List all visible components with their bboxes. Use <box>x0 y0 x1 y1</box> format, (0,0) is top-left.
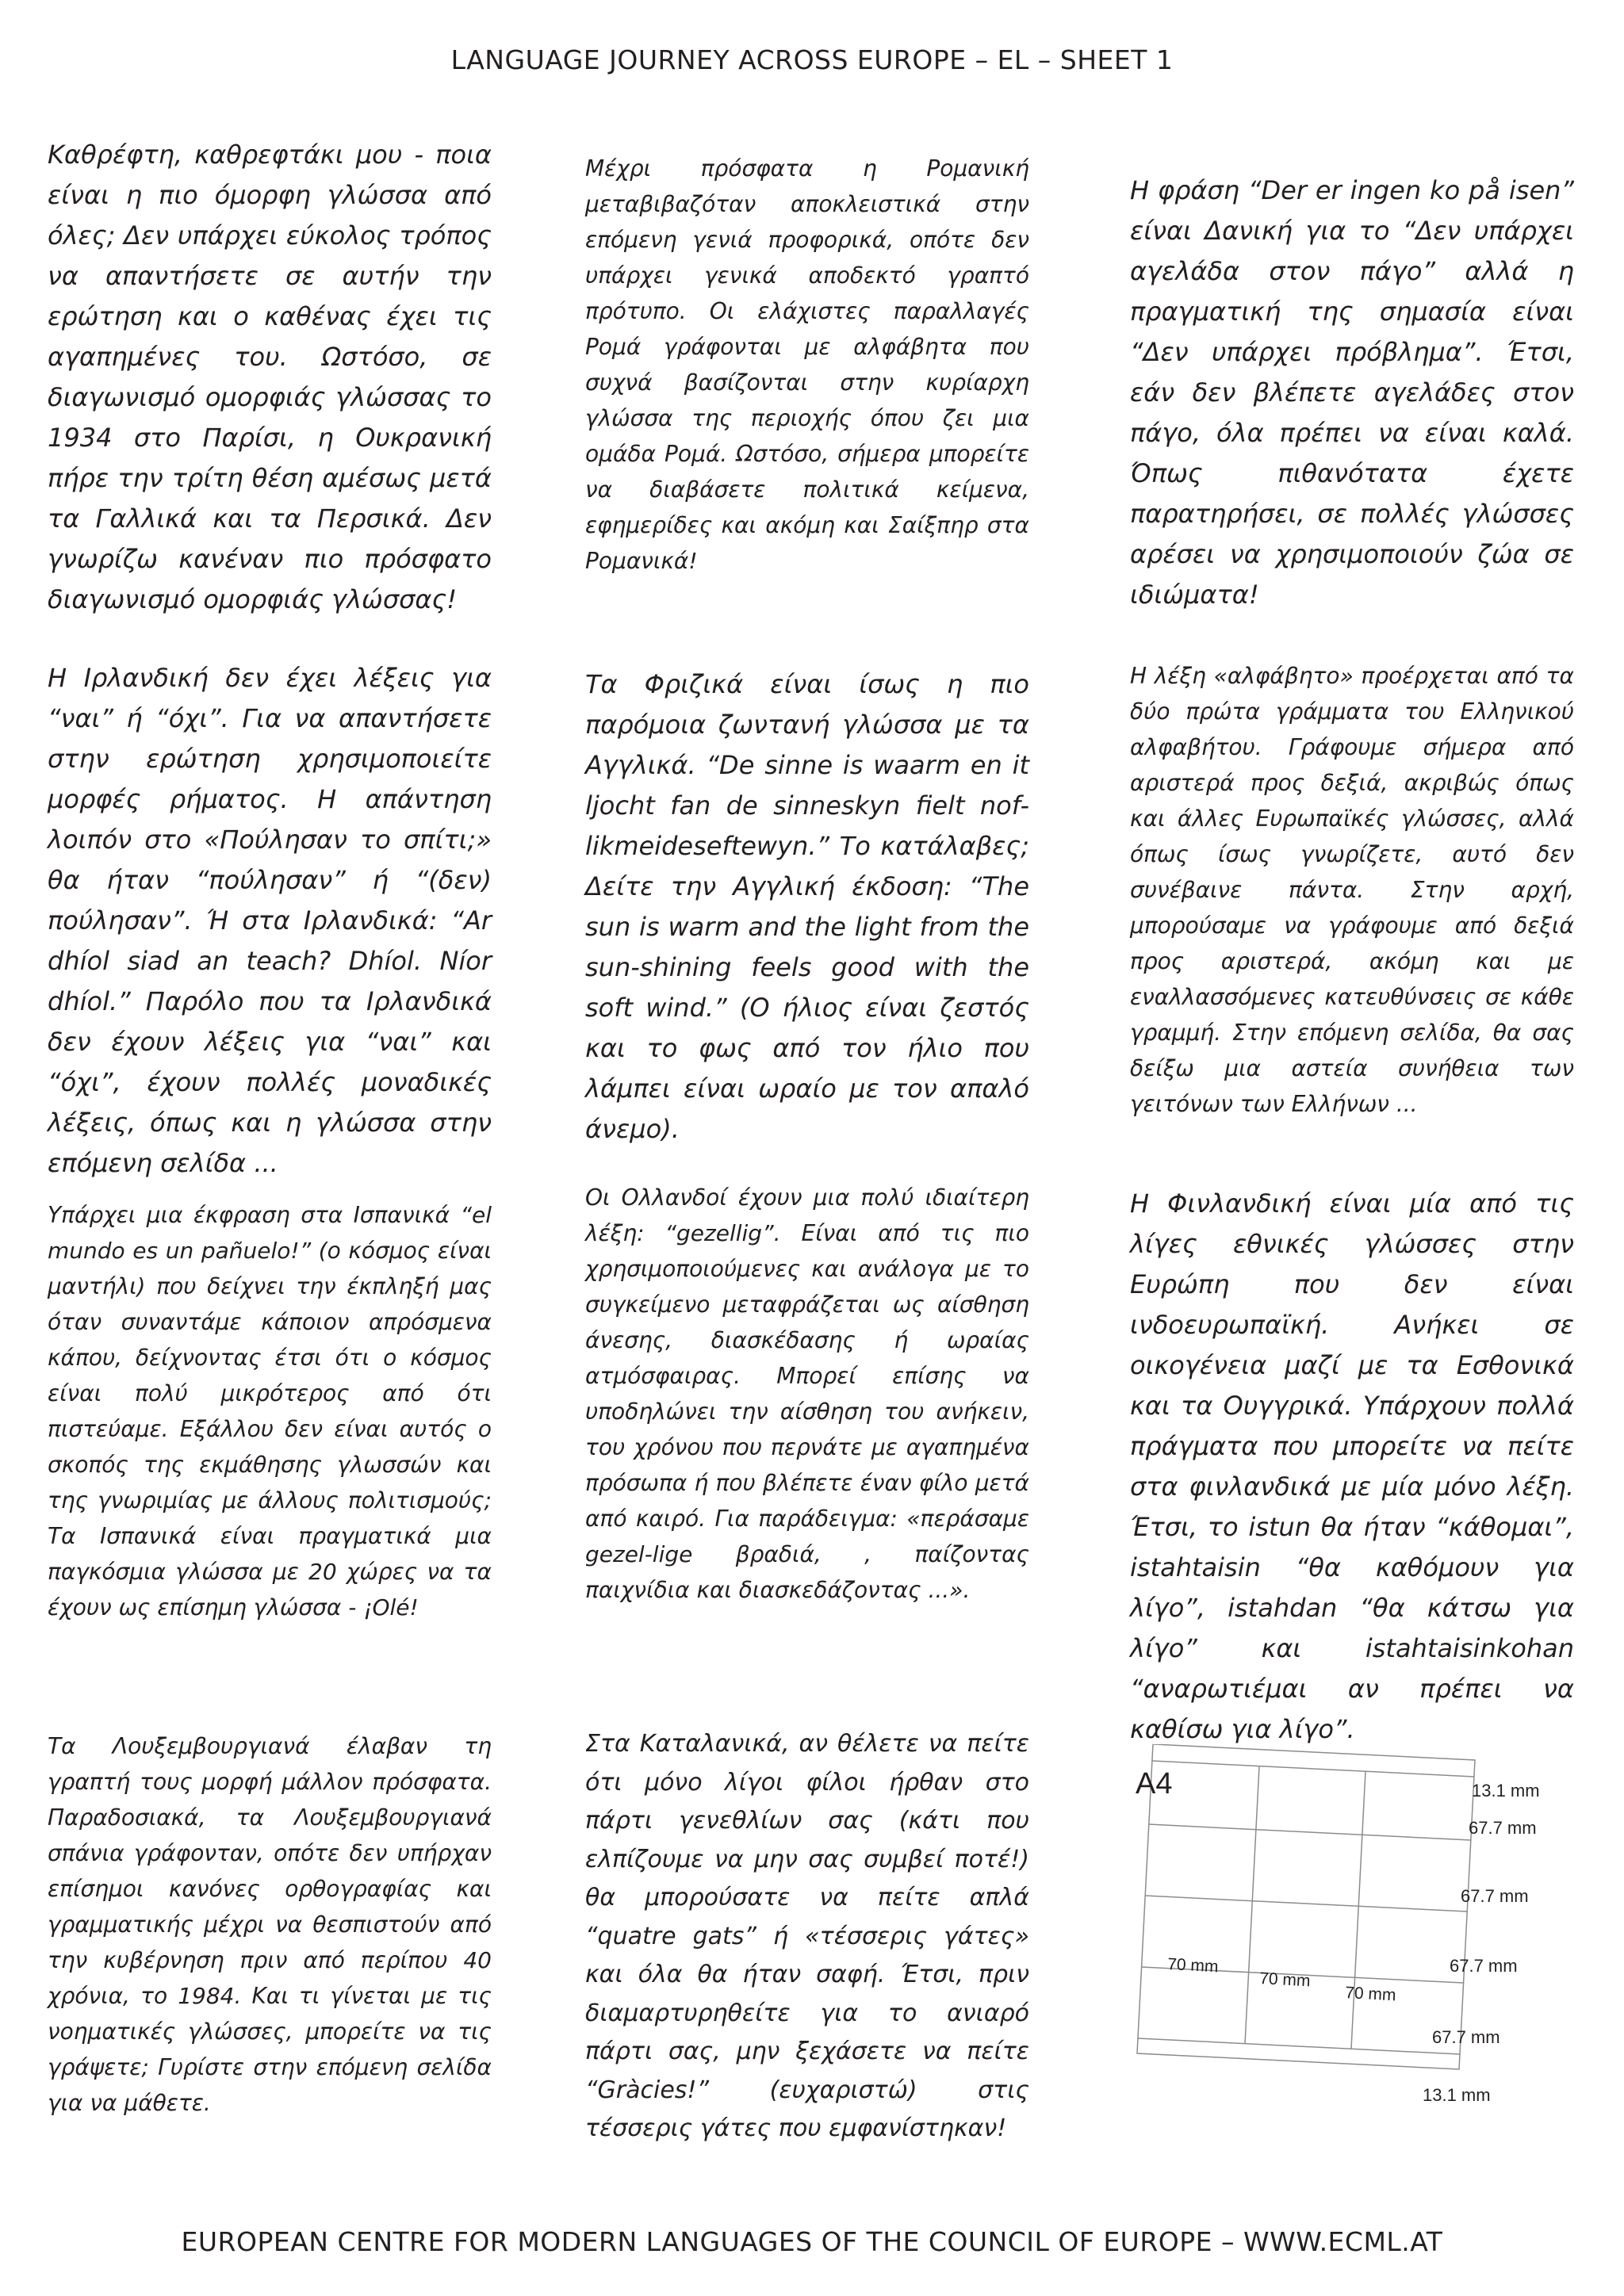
card-frisian: Τα Φριζικά είναι ίσως η πιο παρόμοια ζωντανή γλώσσα με τα Αγγλικά. “De sinne is waarm en it ljocht fan de sinneskyn fielt nof-likmeideseftewyn.” Το κατάλαβες; Δείτε την Αγγλική έκδοση: “The sun is warm and the light from the sun-shining feels good with the soft wind.” (Ο ήλιος είναι ζεστός και το φως από τον ήλιο που λάμπει είναι ωραίο με τον απαλό άνεμο). <box>585 669 1029 1144</box>
col-label: 70 mm <box>1166 1955 1220 1976</box>
card-luxembourgish: Τα Λουξεμβουργιανά έλαβαν τη γραπτή τους μορφή μάλλον πρόσφατα. Παραδοσιακά, τα Λουξεμβουργιανά σπάνια γράφονταν, οπότε δεν υπήρχαν επίσημοι κανόνες ορθογραφίας και γραμματικής μέχρι να θεσπιστούν από την κυβέρνηση πριν από περίπου 40 χρόνια, το 1984. Και τι γίνεται με τις νοηματικές γλώσσες, μπορείτε να τις γράψετε; Γυρίστε στην επόμενη σελίδα για να μάθετε. <box>48 1733 492 2116</box>
card-finnish: Η Φινλανδική είναι μία από τις λίγες εθνικές γλώσσες στην Ευρώπη που δεν είναι ινδοευρωπαϊκή. Ανήκει σε οικογένεια μαζί με τα Εσθονικά και τα Ουγγρικά. Υπάρχουν πολλά πράγματα που μπορείτε να πείτε στα φινλανδικά με μία μόνο λέξη. Έτσι, το istun θα ήταν “κάθομαι”, istahtaisin “θα καθόμουν για λίγο”, istahdan “θα κάτσω για λίγο” και istahtaisinkohan “αναρωτιέμαι αν πρέπει να καθίσω για λίγο”. <box>1130 1188 1574 1744</box>
row-label: 13.1 mm <box>1423 2085 1491 2105</box>
page-header: LANGUAGE JOURNEY ACROSS EUROPE – EL – SHEET 1 <box>450 44 1174 75</box>
col-label: 70 mm <box>1258 1969 1312 1991</box>
sheet-outline <box>1137 1744 1475 2069</box>
card-greek: Η λέξη «αλφάβητο» προέρχεται από τα δύο πρώτα γράμματα του Ελληνικού αλφαβήτου. Γράφουμε σήμερα από αριστερά προς δεξιά, ακριβώς όπως και άλλες Ευρωπαϊκές γλώσσες, αλλά όπως ίσως γνωρίζετε, αυτό δεν συνέβαινε πάντα. Στην αρχή, μπορούσαμε να γράφουμε από δεξιά προς αριστερά, ακόμη και με εναλλασσόμενες κατευθύνσεις σε κάθε γραμμή. Στην επόμενη σελίδα, θα σας δείξω μια αστεία συνήθεια των γειτόνων των Ελλήνων ... <box>1130 663 1574 1117</box>
row-label: 67.7 mm <box>1469 1818 1537 1838</box>
card-catalan: Στα Καταλανικά, αν θέλετε να πείτε ότι μόνο λίγοι φίλοι ήρθαν στο πάρτι γενεθλίων σας (κάτι που ελπίζουμε να μην σας συμβεί ποτέ!) θα μπορούσατε να πείτε απλά “quatre gats” ή «τέσσερις γάτες» και όλα θα ήταν σαφή. Έτσι, πριν διαμαρτυρηθείτε για το ανιαρό πάρτι σας, μην ξεχάσετε να πείτε “Gràcies!” (ευχαριστώ) στις τέσσερις γάτες που εμφανίστηκαν! <box>585 1730 1029 2142</box>
card-romani: Μέχρι πρόσφατα η Ρομανική μεταβιβαζόταν αποκλειστικά στην επόμενη γενιά προφορικά, οπότε δεν υπάρχει γενικά αποδεκτό γραπτό πρότυπο. Οι ελάχιστες παραλλαγές Ρομά γράφονται με αλφάβητα που συχνά βασίζονται στην κυρίαρχη γλώσσα της περιοχής όπου ζει μια ομάδα Ρομά. Ωστόσο, σήμερα μπορείτε να διαβάσετε πολιτικά κείμενα, εφημερίδες και ακόμη και Σαίξπηρ στα Ρομανικά! <box>585 155 1029 574</box>
card-dutch: Οι Ολλανδοί έχουν μια πολύ ιδιαίτερη λέξη: “gezellig”. Είναι από τις πιο χρησιμοποιούμενες και ανάλογα με το συγκείμενο μεταφράζεται ως αίσθηση άνεσης, διασκέδασης ή ωραίας ατμόσφαιρας. Μπορεί επίσης να υποδηλώνει την αίσθηση του ανήκειν, του χρόνου που περνάτε με αγαπημένα πρόσωπα ή που βλέπετε έναν φίλο μετά από καιρό. Για παράδειγμα: «περάσαμε gezel-lige βραδιά, , παίζοντας παιχνίδια και διασκεδάζοντας ...». <box>585 1184 1029 1603</box>
a4-sheet-diagram <box>1110 1744 1554 2109</box>
sheet-label-a4: A4 <box>1136 1767 1173 1800</box>
card-spanish: Υπάρχει μια έκφραση στα Ισπανικά “el mundo es un pañuelo!” (ο κόσμος είναι μαντήλι) που δείχνει την έκπληξή μας όταν συναντάμε κάποιον απρόσμενα κάπου, δείχνοντας έτσι ότι ο κόσμος είναι πολύ μικρότερος από ότι πιστεύαμε. Εξάλλου δεν είναι αυτός ο σκοπός της εκμάθησης γλωσσών και της γνωριμίας με άλλους πολιτισμούς; Τα Ισπανικά είναι πραγματικά μια παγκόσμια γλώσσα με 20 χώρες να τα έχουν ως επίσημη γλώσσα - ¡Olé! <box>48 1202 492 1621</box>
row-label: 13.1 mm <box>1472 1781 1540 1800</box>
page-footer: EUROPEAN CENTRE FOR MODERN LANGUAGES OF THE COUNCIL OF EUROPE – WWW.ECML.AT <box>181 2226 1443 2257</box>
card-danish: Η φράση “Der er ingen ko på isen” είναι Δανική για το “Δεν υπάρχει αγελάδα στον πάγο” αλλά η πραγματική της σημασία είναι “Δεν υπάρχει πρόβλημα”. Έτσι, εάν δεν βλέπετε αγελάδες στον πάγο, όλα πρέπει να είναι καλά. Όπως πιθανότατα έχετε παρατηρήσει, σε πολλές γλώσσες αρέσει να χρησιμοποιούν ζώα σε ιδιώματα! <box>1130 175 1574 610</box>
row-label: 67.7 mm <box>1432 2027 1500 2047</box>
row-label: 67.7 mm <box>1461 1886 1529 1906</box>
card-ukrainian: Καθρέφτη, καθρεφτάκι μου - ποια είναι η πιο όμορφη γλώσσα από όλες; Δεν υπάρχει εύκολος τρόπος να απαντήσετε σε αυτήν την ερώτηση και ο καθένας έχει τις αγαπημένες του. Ωστόσο, σε διαγωνισμό ομορφιάς γλώσσας το 1934 στο Παρίσι, η Ουκρανική πήρε την τρίτη θέση αμέσως μετά τα Γαλλικά και τα Περσικά. Δεν γνωρίζω κανέναν πιο πρόσφατο διαγωνισμό ομορφιάς γλώσσας! <box>48 140 492 614</box>
card-irish: Η Ιρλανδική δεν έχει λέξεις για “ναι” ή “όχι”. Για να απαντήσετε στην ερώτηση χρησιμοποιείτε μορφές ρήματος. Η απάντηση λοιπόν στο «Πούλησαν το σπίτι;» θα ήταν “πούλησαν” ή “(δεν) πούλησαν”. Ή στα Ιρλανδικά: “Ar dhíol siad an teach? Dhíol. Níor dhíol.” Παρόλο που τα Ιρλανδικά δεν έχουν λέξεις για “ναι” και “όχι”, έχουν πολλές μοναδικές λέξεις, όπως και η γλώσσα στην επόμενη σελίδα ... <box>48 663 492 1178</box>
row-label: 67.7 mm <box>1450 1956 1518 1976</box>
col-label: 70 mm <box>1344 1984 1397 2005</box>
